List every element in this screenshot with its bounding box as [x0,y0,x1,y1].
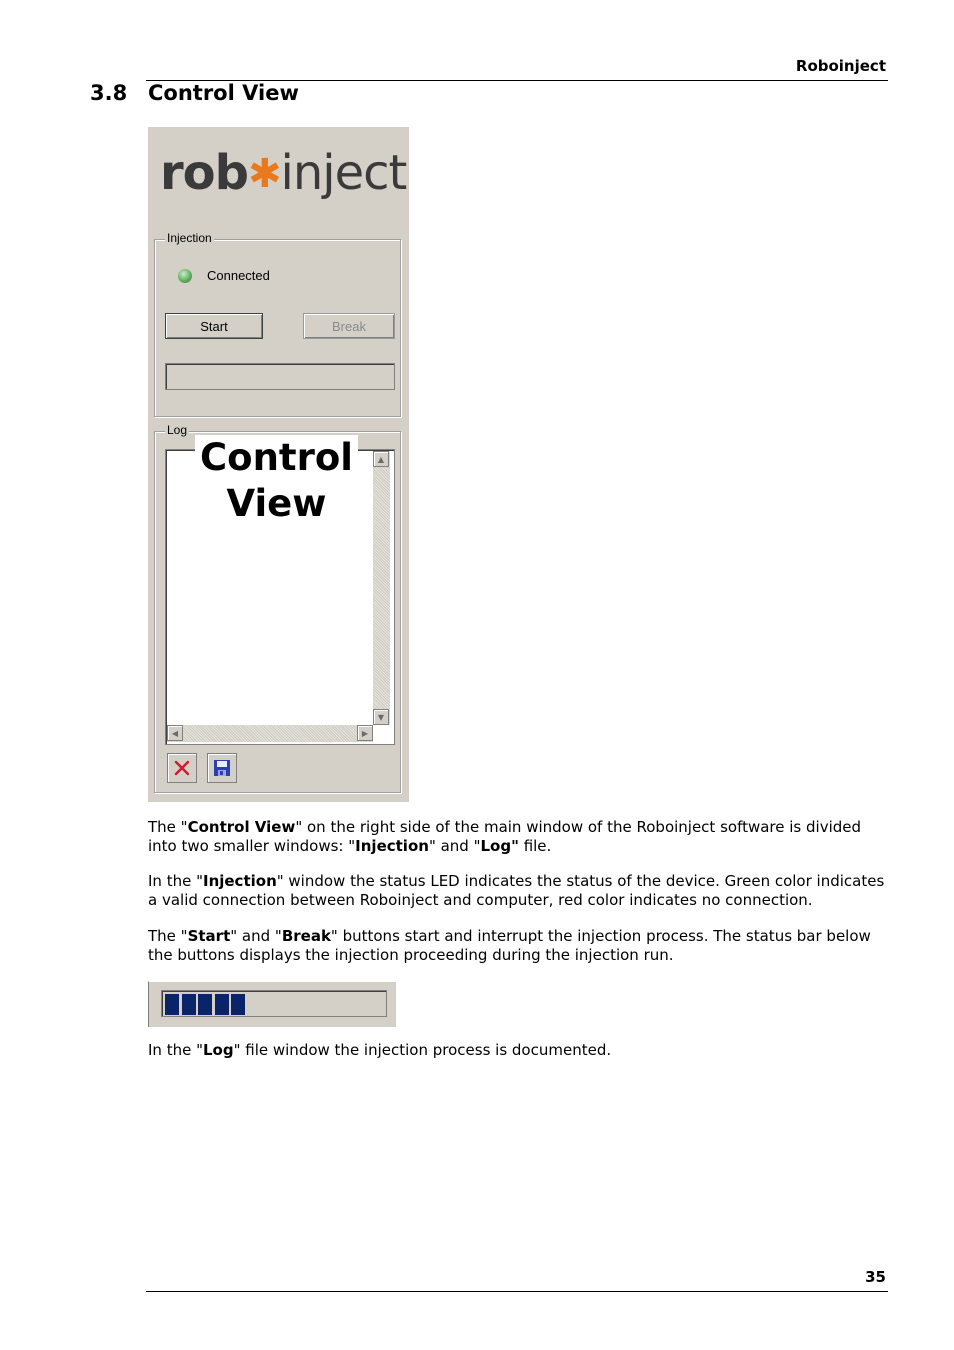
save-log-button[interactable] [207,753,237,783]
progress-segment [182,994,196,1015]
paragraph-run: In the " [148,872,203,890]
logo-text-left: rob [160,145,249,201]
scroll-left-icon[interactable]: ◀ [167,725,183,741]
paragraph-run: file. [518,837,552,855]
paragraph-run: " buttons start and interrupt the injection process. The status bar below the buttons displays the injection proceeding during the injection run. [148,927,871,964]
break-button[interactable]: Break [303,313,395,339]
progress-segment [231,994,245,1015]
paragraph-2 [148,872,888,910]
log-vertical-scrollbar[interactable] [373,451,390,725]
progress-segment [165,994,179,1015]
delete-log-button[interactable] [167,753,197,783]
paragraph-run: " file window the injection process is documented. [233,1041,612,1059]
paragraph-run: The " [148,927,188,945]
paragraph-run: Log" [480,837,519,855]
log-horizontal-scrollbar[interactable] [167,725,373,742]
paragraph-run: Start [187,927,231,945]
control-view-overlay-label [195,435,358,555]
paragraph-run: In the " [148,1041,203,1059]
injection-progress-bar [165,363,395,390]
logo-star-icon: ✱ [248,151,281,197]
overlay-line-1: Control [200,436,353,479]
footer-rule [146,1291,888,1292]
save-icon [212,758,232,778]
page-number: 35 [865,1268,886,1286]
status-led-icon [178,269,192,283]
section-title: Control View [148,81,299,105]
start-button[interactable]: Start [165,313,263,339]
paragraph-run: Log [202,1041,234,1059]
log-legend: Log [167,423,188,437]
overlay-line-2: View [226,482,327,525]
paragraph-run: " and " [230,927,282,945]
injection-legend: Injection [167,231,212,245]
delete-icon [172,758,192,778]
paragraph-run: Control View [187,818,296,836]
logo-text-right: inject [280,145,407,201]
scroll-up-icon[interactable]: ▲ [373,451,389,467]
progress-segment [215,994,229,1015]
paragraph-run: Break [281,927,331,945]
roboinject-logo [160,145,406,201]
page-header-title: Roboinject [795,57,886,75]
paragraph-run: " on the right side of the main window of the Roboinject software is divided into two smaller windows: " [148,818,862,855]
paragraph-run: The " [148,818,188,836]
progress-track [161,990,387,1017]
paragraph-3 [148,927,888,965]
progress-segment [198,994,212,1015]
section-heading [90,81,299,105]
scroll-down-icon[interactable]: ▼ [373,709,389,725]
section-number: 3.8 [90,81,128,105]
paragraph-4 [148,1041,888,1060]
scroll-right-icon[interactable]: ▶ [357,725,373,741]
paragraph-run: Injection [202,872,277,890]
status-label: Connected [207,268,270,283]
paragraph-run: " and " [428,837,481,855]
paragraph-1 [148,818,888,856]
paragraph-run: Injection [355,837,429,855]
progress-bar-example [148,981,396,1027]
paragraph-run: " window the status LED indicates the status of the device. Green color indicates a valid connection between Roboinject and computer, red color indicates no connection. [148,872,885,909]
